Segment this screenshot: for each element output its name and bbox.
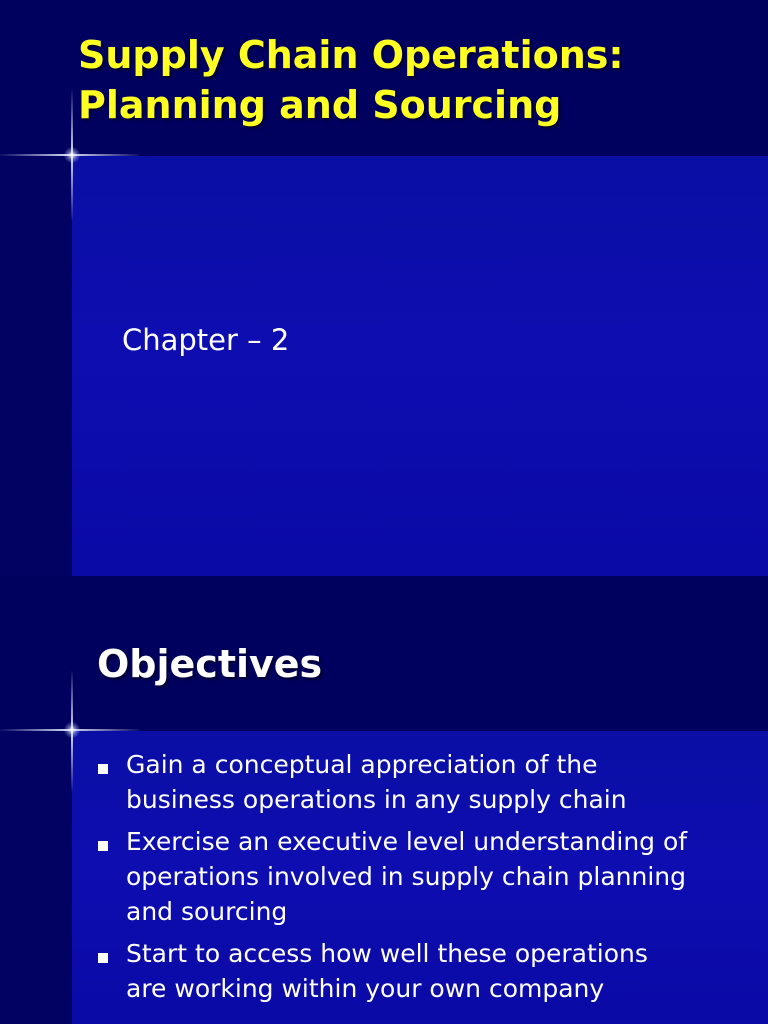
bullet-text-line: Start to access how well these operations [126,939,648,968]
slide-heading: Objectives [97,642,323,686]
bullet-text-line: and sourcing [126,897,288,926]
bullet-text-line: operations involved in supply chain planning [126,862,686,891]
bullet-text-line: Exercise an executive level understanding of [126,827,688,856]
objectives-slide [0,576,768,1024]
slide-body [0,156,768,576]
objectives-list [98,747,738,1013]
slide-title-line: Planning and Sourcing [78,83,562,127]
list-item [98,824,738,929]
content-panel [72,156,768,576]
square-bullet-icon [98,953,108,963]
list-item [98,936,738,1006]
square-bullet-icon [98,764,108,774]
sparkle-star-icon [64,147,80,163]
slide-title [78,30,758,130]
sparkle-star-icon [64,722,80,738]
chapter-subtitle: Chapter – 2 [122,323,290,357]
bullet-text-line: are working within your own company [126,974,605,1003]
list-item [98,747,738,817]
slide-title-line: Supply Chain Operations: [78,33,624,77]
bullet-text-line: Gain a conceptual appreciation of the [126,750,598,779]
bullet-text-line: business operations in any supply chain [126,785,627,814]
square-bullet-icon [98,841,108,851]
